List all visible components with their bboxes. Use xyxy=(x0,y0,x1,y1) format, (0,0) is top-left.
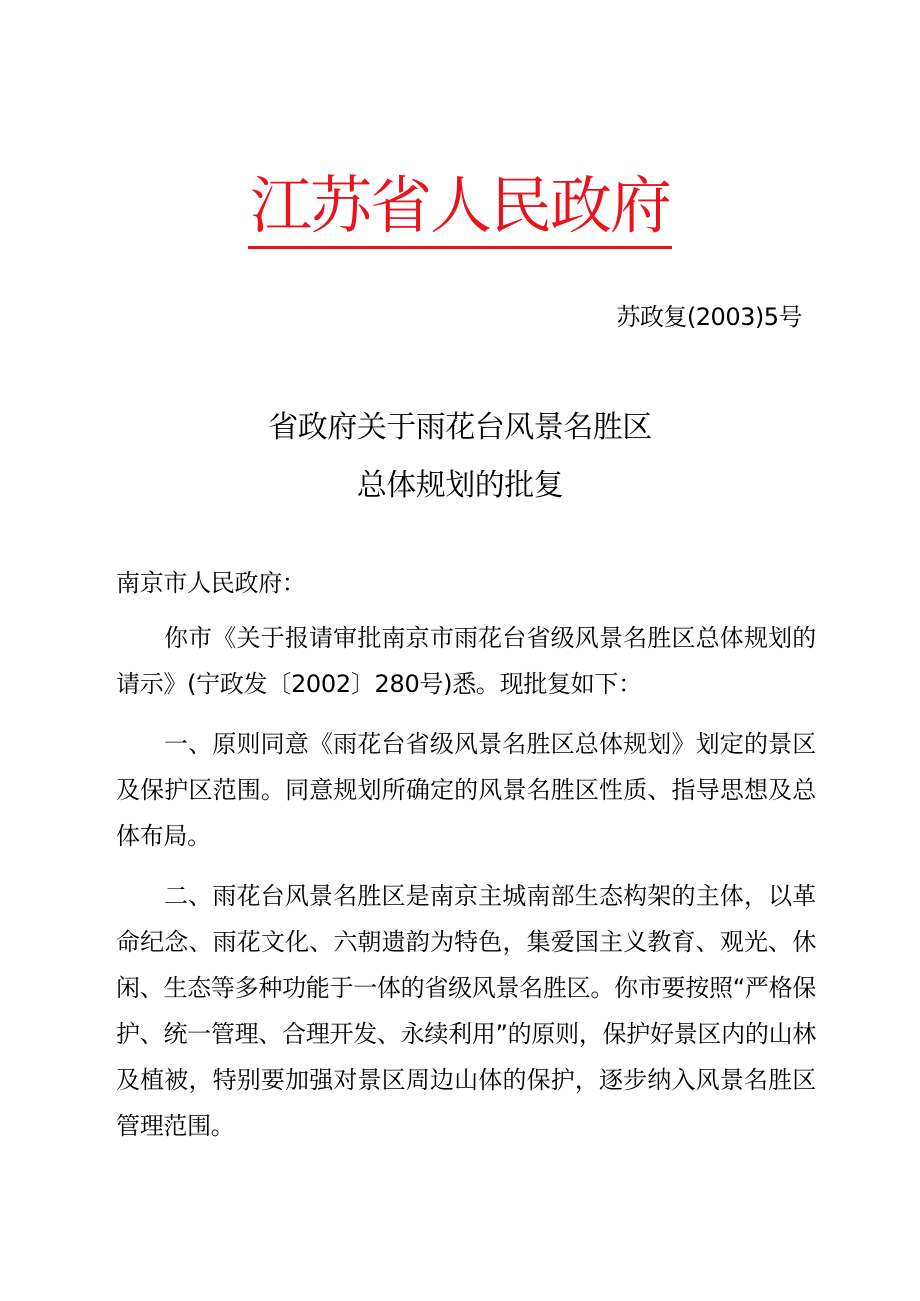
document-number: 苏政复(2003)5号 xyxy=(616,303,802,331)
document-body xyxy=(116,565,816,1149)
body-paragraph-2: 一、原则同意《雨花台省级风景名胜区总体规划》划定的景区及保护区范围。同意规划所确定的风景名胜区性质、指导思想及总体布局。 xyxy=(116,730,816,850)
body-paragraph-1: 你市《关于报请审批南京市雨花台省级风景名胜区总体规划的请示》(宁政发〔2002〕280号)悉。现批复如下： xyxy=(116,624,816,698)
issuing-authority-name: 江苏省人民政府 xyxy=(248,168,672,249)
issuing-authority-title xyxy=(0,168,920,249)
subject-line-1: 省政府关于雨花台风景名胜区 xyxy=(268,410,652,445)
salutation: 南京市人民政府： xyxy=(116,569,306,597)
subject-line-2: 总体规划的批复 xyxy=(356,468,564,503)
body-paragraph-3: 二、雨花台风景名胜区是南京主城南部生态构架的主体，以革命纪念、雨花文化、六朝遗韵为特色，集爱国主义教育、观光、休闲、生态等多种功能于一体的省级风景名胜区。你市要按照“严格保护、统一管理、合理开发、永续利用”的原则，保护好景区内的山林及植被，特别要加强对景区周边山体的保护，逐步纳入风景名胜区管理范围。 xyxy=(116,882,816,1140)
